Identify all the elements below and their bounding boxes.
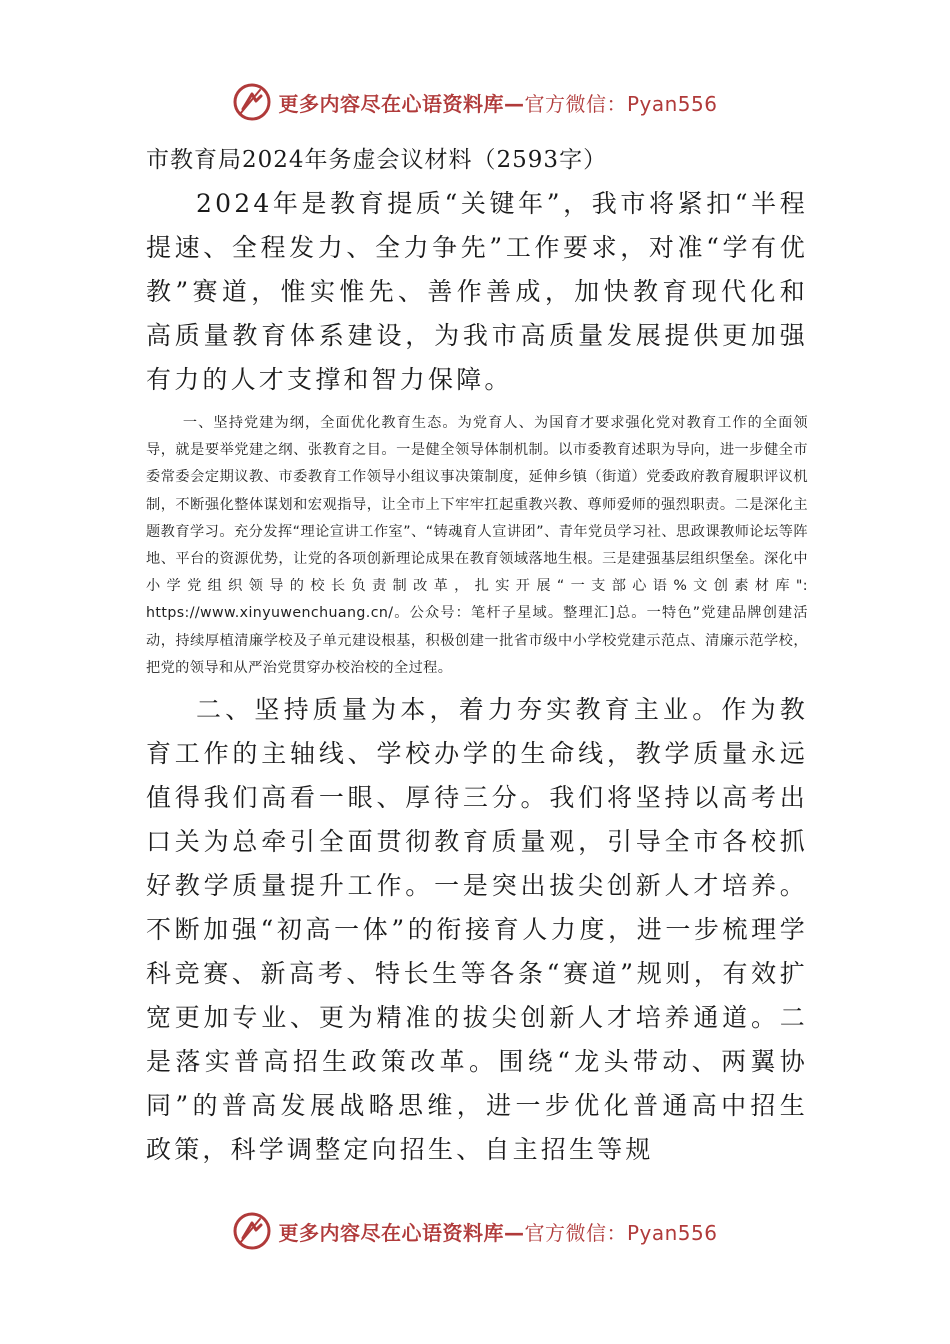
section-two-paragraph: 二、坚持质量为本，着力夯实教育主业。作为教育工作的主轴线、学校办学的生命线，教学质量永远值得我们高看一眼、厚待三分。我们将坚持以高考出口关为总牵引全面贯彻教育质量观，引导全市各校抓好教学质量提升工作。一是突出拔尖创新人才培养。不断加强“初高一体”的衔接育人力度，进一步梳理学科竞赛、新高考、特长生等各条“赛道”规则，有效扩宽更加专业、更为精准的拔尖创新人才培养通道。二是落实普高招生政策改革。围绕“龙头带动、两翼协同”的普高发展战略思维，进一步优化普通高中招生政策，科学调整定向招生、自主招生等规 xyxy=(146,695,808,1165)
banner-dash: — xyxy=(503,1220,525,1245)
logo-icon xyxy=(232,1211,272,1251)
banner-wechat: 官方微信：Pyan556 xyxy=(524,91,718,116)
footer-banner xyxy=(0,1209,950,1253)
header-banner xyxy=(0,80,950,124)
banner-dash: — xyxy=(503,91,525,116)
banner-main: 更多内容尽在心语资料库 xyxy=(278,1220,504,1245)
intro-paragraph: 2024年是教育提质“关键年”，我市将紧扣“半程提速、全程发力、全力争先”工作要求，对准“学有优教”赛道，惟实惟先、善作善成，加快教育现代化和高质量教育体系建设，为我市高质量发展提供更加强有力的人才支撑和智力保障。 xyxy=(146,189,808,394)
banner-main: 更多内容尽在心语资料库 xyxy=(278,91,504,116)
document-title: 市教育局2024年务虚会议材料（2593字） xyxy=(146,147,608,173)
banner-text xyxy=(278,88,717,117)
logo-icon xyxy=(232,82,272,122)
document-body xyxy=(146,140,808,1172)
section-one-paragraph: 一、坚持党建为纲，全面优化教育生态。为党育人、为国育才要求强化党对教育工作的全面领导，就是要举党建之纲、张教育之目。一是健全领导体制机制。以市委教育述职为导向，进一步健全市委常委会定期议教、市委教育工作领导小组议事决策制度，延伸乡镇（街道）党委政府教育履职评议机制，不断强化整体谋划和宏观指导，让全市上下牢牢扛起重教兴教、尊师爱师的强烈职责。二是深化主题教育学习。充分发挥“理论宣讲工作室”、“铸魂育人宣讲团”、青年党员学习社、思政课教师论坛等阵地、平台的资源优势，让党的各项创新理论成果在教育领域落地生根。三是建强基层组织堡垒。深化中小学党组织领导的校长负责制改革，扎实开展“一支部心语%文创素材库": https://www.xinyuwenchuang.cn/。公众号：笔杆子星域。整理汇]总。一特色”党建品牌创建活动，持续厚植清廉学校及子单元建设根基，积极创建一批省市级中小学校党建示范点、清廉示范学校，把党的领导和从严治党贯穿办校治校的全过程。 xyxy=(146,415,808,676)
banner-wechat: 官方微信：Pyan556 xyxy=(524,1220,718,1245)
banner-text xyxy=(278,1217,717,1246)
